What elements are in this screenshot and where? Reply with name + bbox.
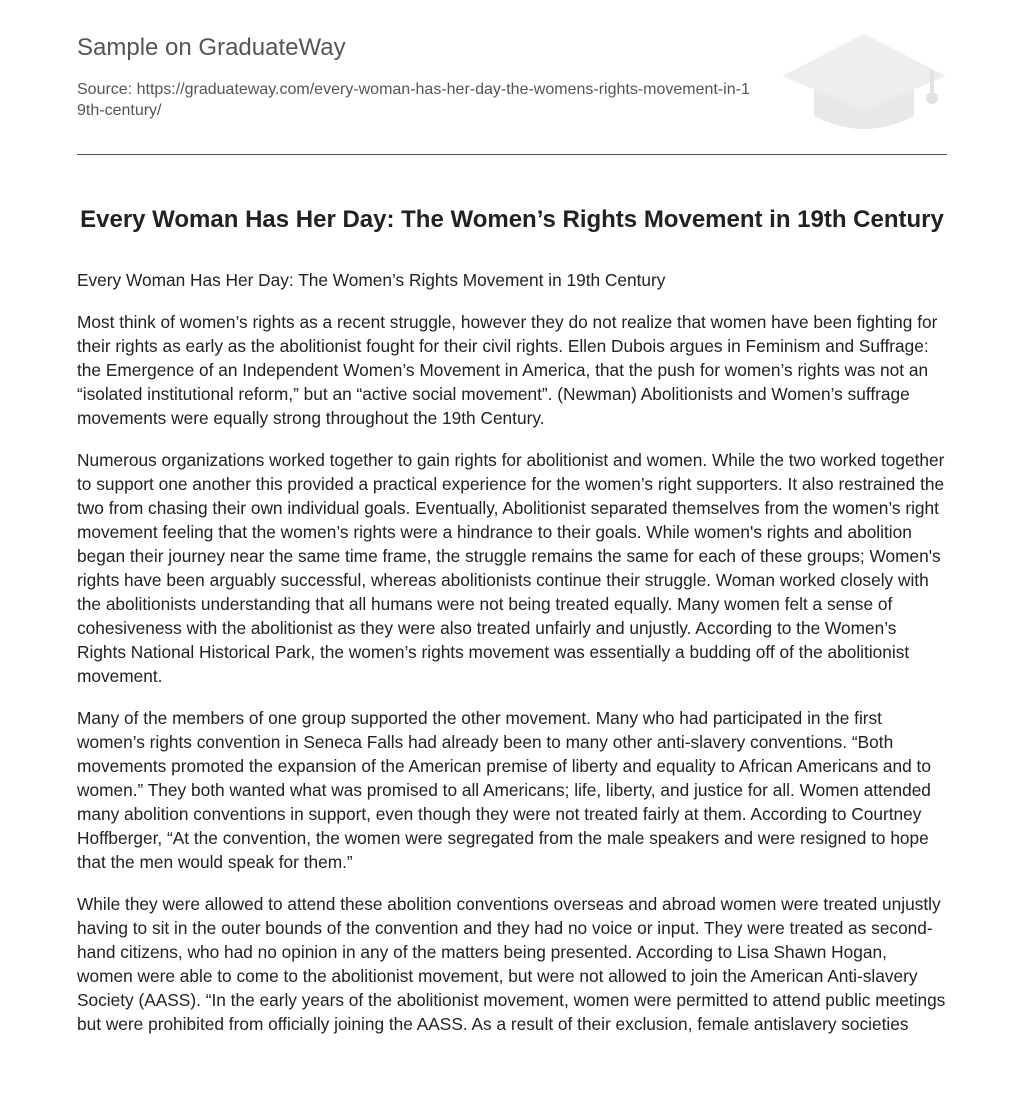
article-body — [77, 268, 947, 1054]
article-paragraph: While they were allowed to attend these abolition conventions overseas and abroad women were treated unjustly having to sit in the outer bounds of the convention and they had no voice or input. They were treated as second-hand citizens, who had no opinion in any of the matters being presented. According to Lisa Shawn Hogan, women were able to come to the abolitionist movement, but were not allowed to join the American Anti-slavery Society (AASS). “In the early years of the abolitionist movement, women were permitted to attend public meetings but were prohibited from officially joining the AASS. As a result of their exclusion, female antislavery societies — [77, 894, 946, 1034]
site-brand: Sample on GraduateWay — [77, 34, 346, 61]
article-paragraph: Numerous organizations worked together to gain rights for abolitionist and women. While the two worked together to support one another this provided a practical experience for the women’s right supporters. It also restrained the two from chasing their own individual goals. Eventually, Abolitionist separated themselves from the women’s right movement feeling that the women’s rights were a hindrance to their goals. While women's rights and abolition began their journey near the same time frame, the struggle remains the same for each of these groups; Women's rights have been arguably successful, whereas abolitionists continue their struggle. Woman worked closely with the abolitionists understanding that all humans were not being treated equally. Many women felt a sense of cohesiveness with the abolitionist as they were also treated unfairly and unjustly. According to the Women’s Rights National Historical Park, the women’s rights movement was essentially a budding off of the abolitionist movement. — [77, 450, 945, 686]
header-divider — [77, 154, 947, 155]
article-paragraph: Every Woman Has Her Day: The Women’s Rights Movement in 19th Century — [77, 270, 666, 290]
graduation-cap-icon — [782, 30, 947, 134]
tassel-end — [926, 92, 938, 104]
article-paragraph: Many of the members of one group supported the other movement. Many who had participated in the first women’s rights convention in Seneca Falls had already been to many other anti-slavery conventions. “Both movements promoted the expansion of the American premise of liberty and equality to African Americans and to women.” They both wanted what was promised to all Americans; life, liberty, and justice for all. Women attended many abolition conventions in support, even though they were not treated fairly at them. According to Courtney Hoffberger, “At the convention, the women were segregated from the male speakers and were resigned to hope that the men would speak for them.” — [77, 708, 931, 872]
source-label: Source: — [77, 81, 137, 98]
source-link[interactable]: https://graduateway.com/every-woman-has-her-day-the-womens-rights-movement-in-19th-century/ — [77, 81, 750, 119]
article-paragraph: Most think of women’s rights as a recent struggle, however they do not realize that women have been fighting for their rights as early as the abolitionist fought for their civil rights. Ellen Dubois argues in Feminism and Suffrage: the Emergence of an Independent Women’s Movement in America, that the push for women’s rights was not an “isolated institutional reform,” but an “active social movement”. (Newman) Abolitionists and Women’s suffrage movements were equally strong throughout the 19th Century. — [77, 312, 938, 428]
cap-board — [782, 34, 946, 110]
source-line — [77, 79, 757, 121]
article-title: Every Woman Has Her Day: The Women’s Rights Movement in 19th Century — [80, 206, 944, 233]
